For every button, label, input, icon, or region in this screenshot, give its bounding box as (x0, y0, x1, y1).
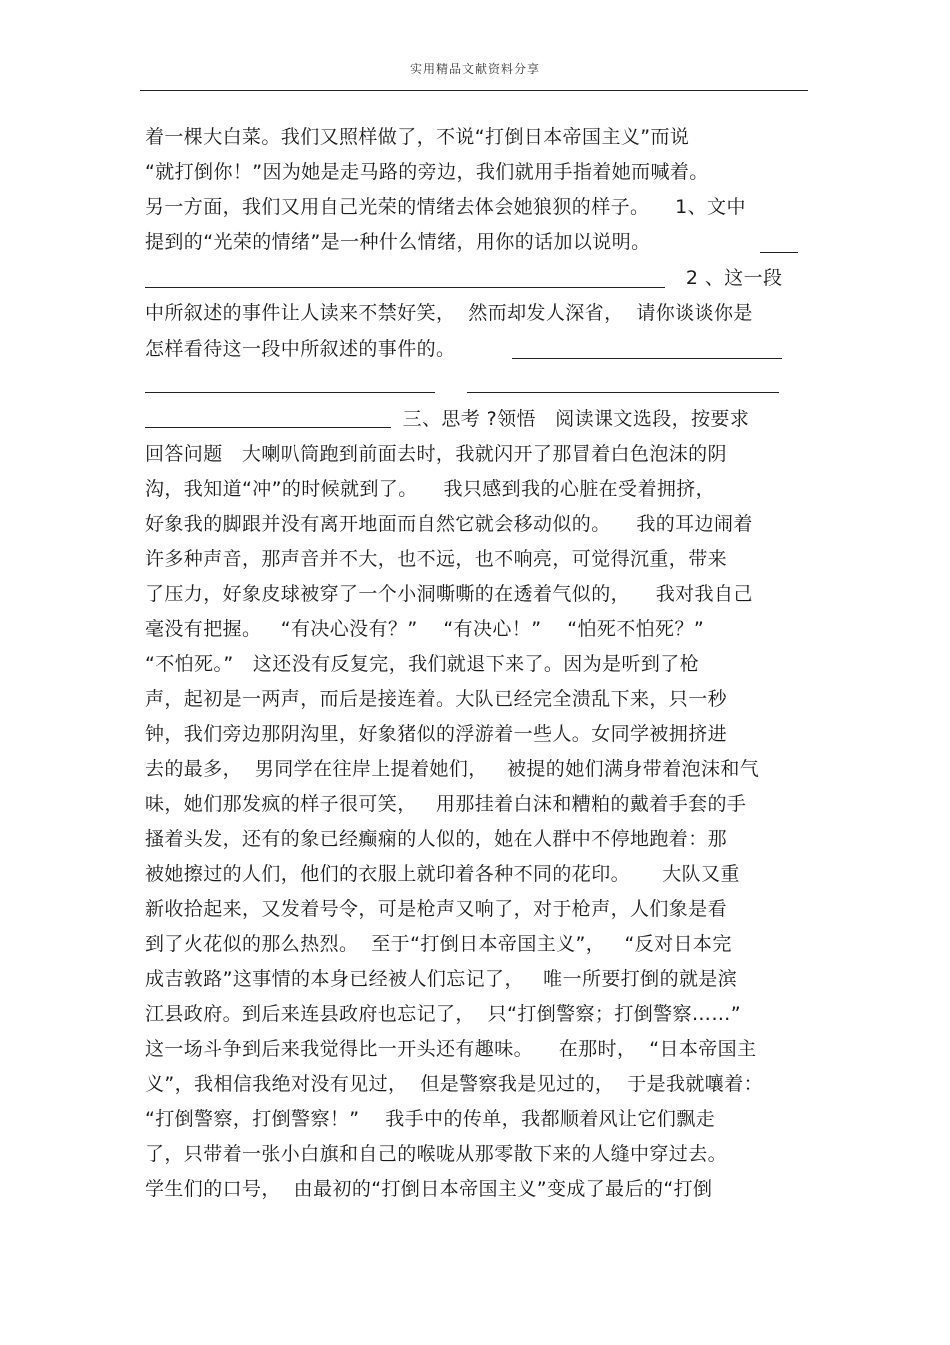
text-line: 许多种声音，那声音并不大，也不远，也不响亮，可觉得沉重，带来 (145, 548, 728, 570)
text-line: 声，起初是一两声，而后是接连着。大队已经完全溃乱下来，只一秒 (145, 688, 728, 710)
answer-blank[interactable] (467, 392, 779, 393)
page-header: 实用精品文献资料分享 (409, 62, 540, 76)
text-line: 到了火花似的那么热烈。 至于“打倒日本帝国主义”， “反对日本完 (145, 933, 732, 955)
text-line: 钟，我们旁边那阴沟里，好象猪似的浮游着一些人。女同学被拥挤进 (145, 723, 728, 745)
text-line: “打倒警察，打倒警察！” 我手中的传单，我都顺着风让它们飘走 (145, 1108, 716, 1130)
text-line: “不怕死。” 这还没有反复完，我们就退下来了。因为是听到了枪 (145, 653, 700, 675)
text-line: 了，只带着一张小白旗和自己的喉咙从那零散下来的人缝中穿过去。 (145, 1143, 728, 1165)
text-line: 着一棵大白菜。我们又照样做了，不说“打倒日本帝国主义”而说 (145, 126, 690, 148)
text-line: 学生们的口号， 由最初的“打倒日本帝国主义”变成了最后的“打倒 (145, 1178, 713, 1200)
text-line: 沟，我知道“冲”的时候就到了。 我只感到我的心脏在受着拥挤， (145, 478, 716, 500)
answer-blank[interactable] (760, 252, 798, 253)
text-line: 中所叙述的事件让人读来不禁好笑， 然而却发人深省， 请你谈谈你是 (145, 302, 753, 324)
answer-blank[interactable] (145, 392, 435, 393)
text-line: 怎样看待这一段中所叙述的事件的。 (145, 338, 456, 360)
header-divider (140, 90, 808, 91)
text-line: 被她擦过的人们，他们的衣服上就印着各种不同的花印。 大队又重 (145, 863, 740, 885)
text-line: 提到的“光荣的情绪”是一种什么情绪，用你的话加以说明。 (145, 231, 651, 253)
text-line: 了压力，好象皮球被穿了一个小洞嘶嘶的在透着气似的， 我对我自己 (145, 583, 753, 605)
text-line: 成吉敦路”这事情的本身已经被人们忘记了， 唯一所要打倒的就是滨 (145, 968, 738, 990)
text-line: 新收拾起来，又发着号令，可是枪声又响了，对于枪声，人们象是看 (145, 898, 728, 920)
answer-blank[interactable] (145, 427, 391, 428)
text-line: 去的最多， 男同学在往岸上提着她们， 被提的她们满身带着泡沫和气 (145, 758, 760, 780)
text-line: 好象我的脚跟并没有离开地面而自然它就会移动似的。 我的耳边闹着 (145, 513, 753, 535)
text-line: 2 、这一段 (145, 267, 783, 289)
text-line: 搔着头发，还有的象已经癫痫的人似的，她在人群中不停地跑着：那 (145, 828, 728, 850)
text-line: “就打倒你！”因为她是走马路的旁边，我们就用手指着她而喊着。 (145, 161, 709, 183)
text-line: 味，她们那发疯的样子很可笑， 用那挂着白沫和糟粕的戴着手套的手 (145, 793, 747, 815)
text-line: 三、思考 ?领悟 阅读课文选段，按要求 (145, 408, 750, 430)
text-line: 江县政府。到后来连县政府也忘记了， 只“打倒警察；打倒警察……” (145, 1003, 741, 1025)
answer-blank[interactable] (512, 358, 782, 359)
text-line: 义”，我相信我绝对没有见过， 但是警察我是见过的， 于是我就嚷着： (145, 1073, 764, 1095)
text-line: 另一方面，我们又用自己光荣的情绪去体会她狼狈的样子。 1、文中 (145, 196, 746, 218)
text-line: 回答问题 大喇叭筒跑到前面去时，我就闪开了那冒着白色泡沫的阴 (145, 443, 727, 465)
answer-blank[interactable] (145, 287, 665, 288)
text-line (145, 368, 825, 402)
text-line: 这一场斗争到后来我觉得比一开头还有趣味。 在那时， “日本帝国主 (145, 1038, 757, 1060)
text-line: 毫没有把握。 “有决心没有？” “有决心！” “怕死不怕死？” (145, 618, 705, 640)
